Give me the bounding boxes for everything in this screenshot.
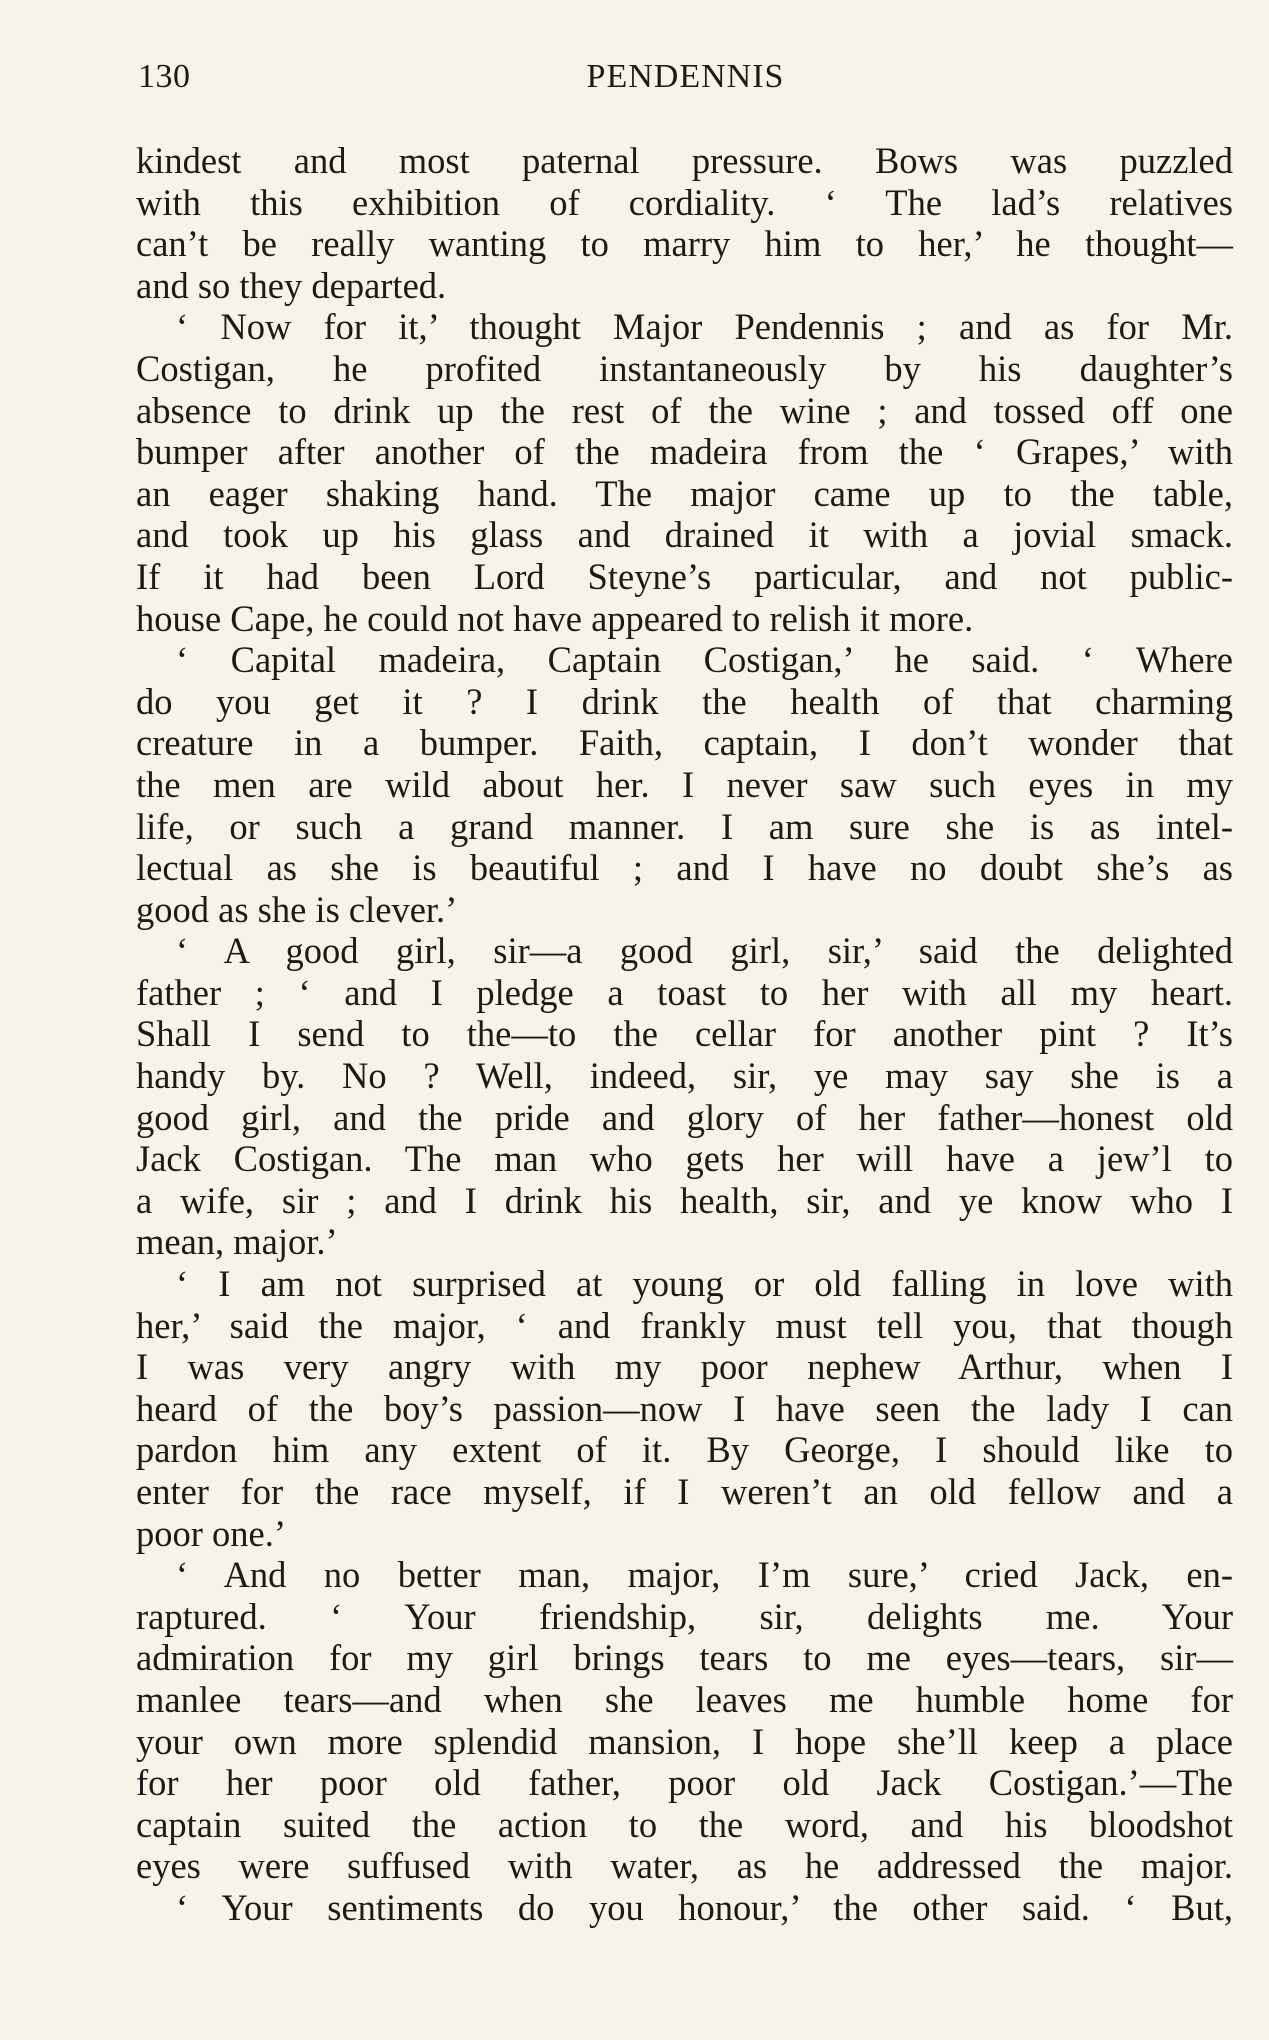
text-line: mean, major.’	[136, 1221, 338, 1263]
text-line: house Cape, he could not have appeared to relish it more.	[136, 597, 974, 639]
running-title: PENDENNIS	[586, 58, 785, 95]
text-line: lectual as she is beautiful ; and I have no doubt she’s as	[136, 847, 1233, 889]
text-line: and took up his glass and drained it with a jovial smack.	[136, 514, 1233, 556]
text-line: creature in a bumper. Faith, captain, I don’t wonder that	[136, 722, 1233, 764]
text-line: bumper after another of the madeira from the ‘ Grapes,’ with	[136, 431, 1233, 473]
text-line: your own more splendid mansion, I hope she’ll keep a place	[136, 1720, 1233, 1762]
text-line: good as she is clever.’	[136, 888, 458, 930]
text-line: handy by. No ? Well, indeed, sir, ye may say she is a	[136, 1055, 1233, 1097]
text-line: the men are wild about her. I never saw such eyes in my	[136, 763, 1233, 805]
text-line: father ; ‘ and I pledge a toast to her with all my heart.	[136, 971, 1233, 1013]
text-line: can’t be really wanting to marry him to her,’ he thought—	[136, 223, 1233, 265]
text-line: absence to drink up the rest of the wine ; and tossed off one	[136, 389, 1233, 431]
text-line: ‘ Your sentiments do you honour,’ the other said. ‘ But,	[176, 1886, 1233, 1928]
text-line: a wife, sir ; and I drink his health, sir, and ye know who I	[136, 1179, 1233, 1221]
text-line: heard of the boy’s passion—now I have seen the lady I can	[136, 1387, 1233, 1429]
text-line: pardon him any extent of it. By George, I should like to	[136, 1429, 1233, 1471]
text-line: ‘ A good girl, sir—a good girl, sir,’ said the delighted	[176, 930, 1233, 972]
text-line: ‘ Now for it,’ thought Major Pendennis ; and as for Mr.	[176, 306, 1233, 348]
text-line: with this exhibition of cordiality. ‘ The lad’s relatives	[136, 181, 1233, 223]
text-line: Jack Costigan. The man who gets her will have a jew’l to	[136, 1138, 1233, 1180]
text-line: ‘ I am not surprised at young or old falling in love with	[176, 1263, 1233, 1305]
text-line: good girl, and the pride and glory of her father—honest old	[136, 1096, 1233, 1138]
text-line: an eager shaking hand. The major came up to the table,	[136, 472, 1233, 514]
text-line: captain suited the action to the word, and his bloodshot	[136, 1803, 1233, 1845]
text-line: If it had been Lord Steyne’s particular, and not public-	[136, 555, 1233, 597]
page-number: 130	[138, 58, 191, 95]
text-line: and so they departed.	[136, 264, 447, 306]
body-text	[136, 140, 1233, 1929]
text-line: ‘ Capital madeira, Captain Costigan,’ he said. ‘ Where	[176, 639, 1233, 681]
text-line: eyes were suffused with water, as he addressed the major.	[136, 1845, 1233, 1887]
text-line: manlee tears—and when she leaves me humble home for	[136, 1678, 1233, 1720]
text-line: kindest and most paternal pressure. Bows was puzzled	[136, 140, 1233, 181]
text-line: Shall I send to the—to the cellar for another pint ? It’s	[136, 1013, 1233, 1055]
text-line: her,’ said the major, ‘ and frankly must tell you, that though	[136, 1304, 1233, 1346]
text-line: I was very angry with my poor nephew Arthur, when I	[136, 1346, 1233, 1388]
text-line: do you get it ? I drink the health of that charming	[136, 680, 1233, 722]
text-line: ‘ And no better man, major, I’m sure,’ cried Jack, en-	[176, 1554, 1233, 1596]
text-line: life, or such a grand manner. I am sure she is as intel-	[136, 805, 1233, 847]
running-header	[138, 58, 1233, 108]
text-line: Costigan, he profited instantaneously by his daughter’s	[136, 347, 1233, 389]
text-line: enter for the race myself, if I weren’t an old fellow and a	[136, 1471, 1233, 1512]
text-line: raptured. ‘ Your friendship, sir, delights me. Your	[136, 1595, 1233, 1637]
text-line: admiration for my girl brings tears to me eyes—tears, sir—	[136, 1637, 1233, 1679]
text-line: for her poor old father, poor old Jack Costigan.’—The	[136, 1762, 1233, 1804]
text-line: poor one.’	[136, 1512, 287, 1554]
